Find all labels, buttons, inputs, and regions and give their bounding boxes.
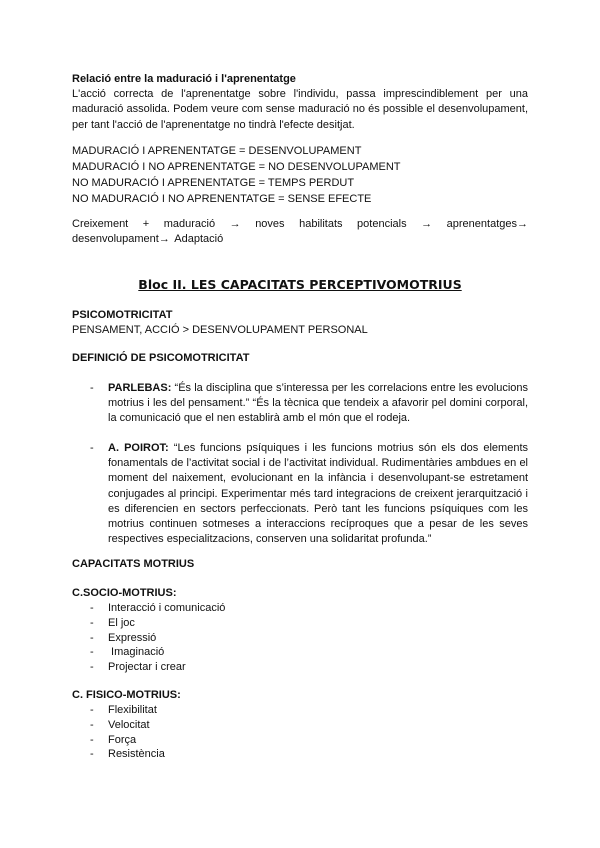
socio-heading: C.SOCIO-MOTRIUS: (72, 587, 177, 599)
list-item: - Velocitat (90, 718, 150, 731)
equation-line: MADURACIÓ I NO APRENENTATGE = NO DESENVOLUPAMENT (72, 161, 401, 174)
equations-list (72, 143, 528, 207)
list-item: - Força (90, 733, 137, 746)
psicomotricitat-section (72, 308, 528, 338)
equation-line: NO MADURACIÓ I NO APRENENTATGE = SENSE EFECTE (72, 193, 372, 206)
section-paragraph: L'acció correcta de l'aprenentatge sobre l'individu, passa imprescindiblement per una maduració assolida. Podem veure com sense maduració no és possible el desenvolupament, per tant l'acció de l'aprenentatge no tindrà l'efecte desitjat. (72, 88, 528, 131)
bullet-author: PARLEBAS: (108, 382, 172, 394)
list-item: - Projectar i crear (90, 661, 186, 674)
definicio-heading: DEFINICIÓ DE PSICOMOTRICITAT (72, 352, 250, 364)
maturation-section (72, 72, 528, 133)
development-chain: Creixement + maduració → noves habilitats potencials → aprenentatges→ desenvolupament→ Adaptació (72, 218, 528, 246)
list-item: - Interacció i comunicació (90, 602, 226, 614)
bullet-dash: - (90, 382, 94, 394)
list-item: - El joc (90, 616, 135, 629)
bullet-text: “És la disciplina que s’interessa per les correlacions entre les evolucions motrius i les del pensament.” “És la tècnica que tendeix a afavorir pel domini corporal, la comunicació que el nen establirà amb el món que el rodeja. (108, 382, 528, 425)
list-item: - Expressió (90, 631, 157, 644)
definition-bullet-parlebas (90, 381, 528, 427)
definition-bullet-poirot (90, 441, 528, 547)
bullet-text: “Les funcions psíquiques i les funcions motrius són els dos elements fonamentals de l’activitat social i de l’activitat individual. Rudimentàries ambdues en el moment del naixement, evolucionant en la infància i desenvolupant-se estretament conjugades al principi. Experimentar més tard integracions de creixent jerarquització i es diferencien en sectors perfeccionats. Però tant les funcions psíquiques com les motrius continuen sotmeses a interaccions recíproques que a pesar de les seves respectives especialitzacions, conserven una solidaritat profunda.” (108, 442, 529, 546)
list-item: - Resistència (90, 748, 165, 761)
psico-subline: PENSAMENT, ACCIÓ > DESENVOLUPAMENT PERSONAL (72, 324, 368, 337)
list-item: - Flexibilitat (90, 704, 157, 716)
list-item: - Imaginació (90, 646, 165, 659)
equation-line: NO MADURACIÓ I APRENENTATGE = TEMPS PERDUT (72, 177, 355, 190)
bloc-title: Bloc II. LES CAPACITATS PERCEPTIVOMOTRIUS (138, 277, 462, 292)
equation-line: MADURACIÓ I APRENENTATGE = DESENVOLUPAMENT (72, 145, 362, 157)
socio-list (90, 601, 546, 675)
fisico-list (90, 703, 546, 762)
bullet-author: A. POIROT: (108, 442, 169, 454)
section-heading: Relació entre la maduració i l'aprenentatge (72, 73, 296, 85)
bullet-dash: - (90, 442, 94, 454)
fisico-heading: C. FISICO-MOTRIUS: (72, 689, 181, 701)
psico-heading: PSICOMOTRICITAT (72, 309, 173, 321)
capacitats-heading: CAPACITATS MOTRIUS (72, 558, 195, 570)
